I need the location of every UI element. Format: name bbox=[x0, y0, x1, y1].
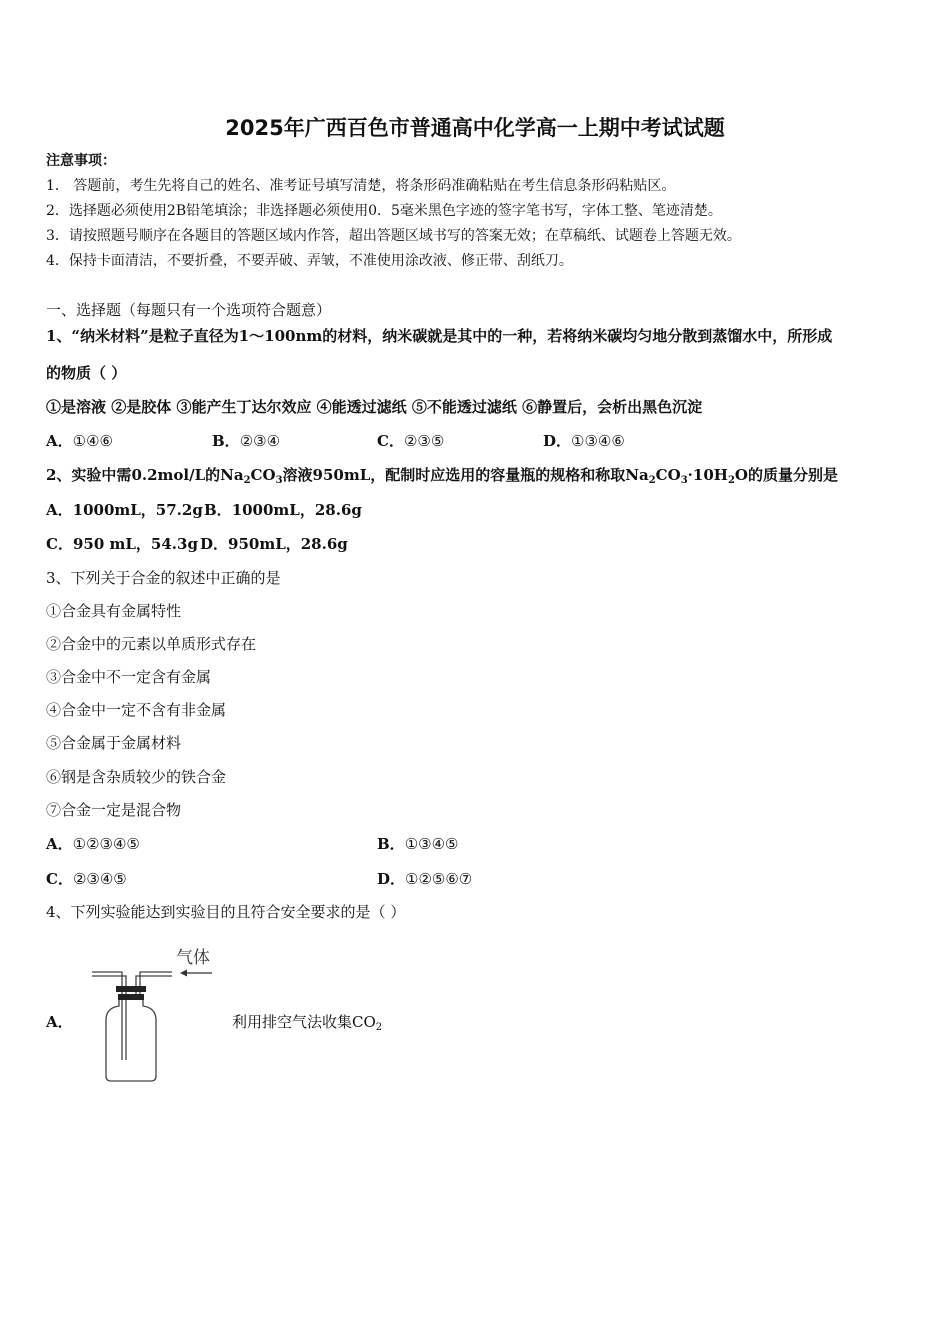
q1-option-a[interactable] bbox=[46, 431, 113, 451]
q3-option-a[interactable] bbox=[46, 834, 140, 854]
q2-stem-part: O的质量分别是 bbox=[734, 466, 838, 484]
q3-statement-3: ③合金中不一定含有金属 bbox=[46, 668, 212, 686]
option-label: C． bbox=[46, 870, 73, 888]
q3-option-c[interactable] bbox=[46, 869, 127, 889]
option-label: A． bbox=[46, 432, 73, 450]
q1-stem-line1: 1、“纳米材料”是粒子直径为1～100nm的材料，纳米碳就是其中的一种，若将纳米碳均匀地分散到蒸馏水中，所形成 bbox=[46, 327, 833, 345]
q2-subscript: 2 bbox=[648, 475, 656, 486]
option-text: 950mL，28.6g bbox=[228, 535, 348, 553]
option-label: C． bbox=[377, 432, 404, 450]
q2-option-c[interactable] bbox=[46, 534, 198, 554]
notice-heading: 注意事项： bbox=[46, 153, 116, 169]
option-text: ①②⑤⑥⑦ bbox=[405, 870, 473, 888]
option-label: A． bbox=[46, 1013, 73, 1031]
option-text: ①②③④⑤ bbox=[72, 835, 140, 853]
q2-subscript: 2 bbox=[243, 475, 251, 486]
option-label: B． bbox=[377, 835, 405, 853]
option-label: A． bbox=[46, 835, 73, 853]
q2-stem-part: CO bbox=[250, 466, 276, 484]
page-title: 2025年广西百色市普通高中化学高一上期中考试试题 bbox=[225, 116, 725, 140]
q1-stem-line2: 的物质（ ） bbox=[46, 364, 127, 382]
co2-subscript: 2 bbox=[375, 1022, 383, 1033]
q2-stem-part: 2、实验中需0.2mol/L的Na bbox=[46, 466, 244, 484]
option-label: D． bbox=[377, 870, 406, 888]
arrow-head-icon bbox=[180, 970, 187, 977]
option-label: D． bbox=[543, 432, 572, 450]
q1-option-c[interactable] bbox=[377, 431, 444, 451]
gas-bottle-diagram bbox=[84, 938, 224, 1088]
q3-stem: 3、下列关于合金的叙述中正确的是 bbox=[46, 569, 281, 587]
option-text: ①③④⑤ bbox=[404, 835, 459, 853]
q4-stem: 4、下列实验能达到实验目的且符合安全要求的是（ ） bbox=[46, 903, 406, 921]
option-label: C． bbox=[46, 535, 73, 553]
q3-statement-7: ⑦合金一定是混合物 bbox=[46, 801, 182, 819]
q2-option-d[interactable] bbox=[200, 534, 348, 554]
section-heading: 一、选择题（每题只有一个选项符合题意） bbox=[46, 301, 332, 319]
notice-item-3: 3．请按照题号顺序在各题目的答题区域内作答，超出答题区域书写的答案无效；在草稿纸、试题卷上答题无效。 bbox=[46, 228, 741, 244]
q2-stem bbox=[46, 465, 838, 485]
option-text: 950 mL，54.3g bbox=[72, 535, 198, 553]
q4-option-a-desc bbox=[232, 1012, 382, 1032]
option-label: A． bbox=[46, 501, 73, 519]
q3-option-b[interactable] bbox=[377, 834, 458, 854]
q2-stem-part: 溶液950mL，配制时应选用的容量瓶的规格和称取Na bbox=[282, 466, 649, 484]
q3-statement-4: ④合金中一定不含有非金属 bbox=[46, 701, 227, 719]
option-text: ①④⑥ bbox=[72, 432, 113, 450]
option-text: 1000mL，57.2g bbox=[72, 501, 203, 519]
q2-subscript: 3 bbox=[680, 475, 688, 486]
notice-item-1: 1． 答题前，考生先将自己的姓名、准考证号填写清楚，将条形码准确粘贴在考生信息条形码粘贴区。 bbox=[46, 178, 676, 194]
option-label: D． bbox=[200, 535, 229, 553]
notice-item-2: 2．选择题必须使用2B铅笔填涂；非选择题必须使用0．5毫米黑色字迹的签字笔书写，字体工整、笔迹清楚。 bbox=[46, 203, 722, 219]
q3-statement-2: ②合金中的元素以单质形式存在 bbox=[46, 635, 257, 653]
notice-item-4: 4．保持卡面清洁，不要折叠，不要弄破、弄皱，不准使用涂改液、修正带、刮纸刀。 bbox=[46, 253, 573, 269]
option-label: B． bbox=[204, 501, 232, 519]
option-text: ②③④⑤ bbox=[72, 870, 127, 888]
q3-statement-1: ①合金具有金属特性 bbox=[46, 602, 182, 620]
q2-option-b[interactable] bbox=[204, 500, 362, 520]
option-text: ①③④⑥ bbox=[571, 432, 625, 450]
stopper-bottom bbox=[118, 994, 144, 1000]
gas-label: 气体 bbox=[176, 948, 210, 968]
stopper-top bbox=[116, 986, 146, 992]
q1-option-b[interactable] bbox=[212, 431, 280, 451]
option-text: ②③④ bbox=[239, 432, 281, 450]
q3-option-d[interactable] bbox=[377, 869, 472, 889]
q2-stem-part: CO bbox=[655, 466, 681, 484]
option-text: ②③⑤ bbox=[403, 432, 445, 450]
option-label: B． bbox=[212, 432, 240, 450]
q3-statement-6: ⑥钢是含杂质较少的铁合金 bbox=[46, 768, 227, 786]
q3-statement-5: ⑤合金属于金属材料 bbox=[46, 734, 182, 752]
option-text: 1000mL，28.6g bbox=[231, 501, 362, 519]
option-desc-text: 利用排空气法收集CO bbox=[232, 1013, 376, 1031]
q2-stem-part: ·10H bbox=[687, 466, 728, 484]
q1-option-d[interactable] bbox=[543, 431, 625, 451]
q1-statements: ①是溶液 ②是胶体 ③能产生丁达尔效应 ④能透过滤纸 ⑤不能透过滤纸 ⑥静置后，会析出黑色沉淀 bbox=[46, 398, 703, 416]
q2-option-a[interactable] bbox=[46, 500, 203, 520]
bottle-outline bbox=[106, 1000, 156, 1081]
q4-option-a-label[interactable] bbox=[46, 1012, 73, 1032]
q2-subscript: 3 bbox=[275, 475, 283, 486]
q2-subscript: 2 bbox=[727, 475, 735, 486]
